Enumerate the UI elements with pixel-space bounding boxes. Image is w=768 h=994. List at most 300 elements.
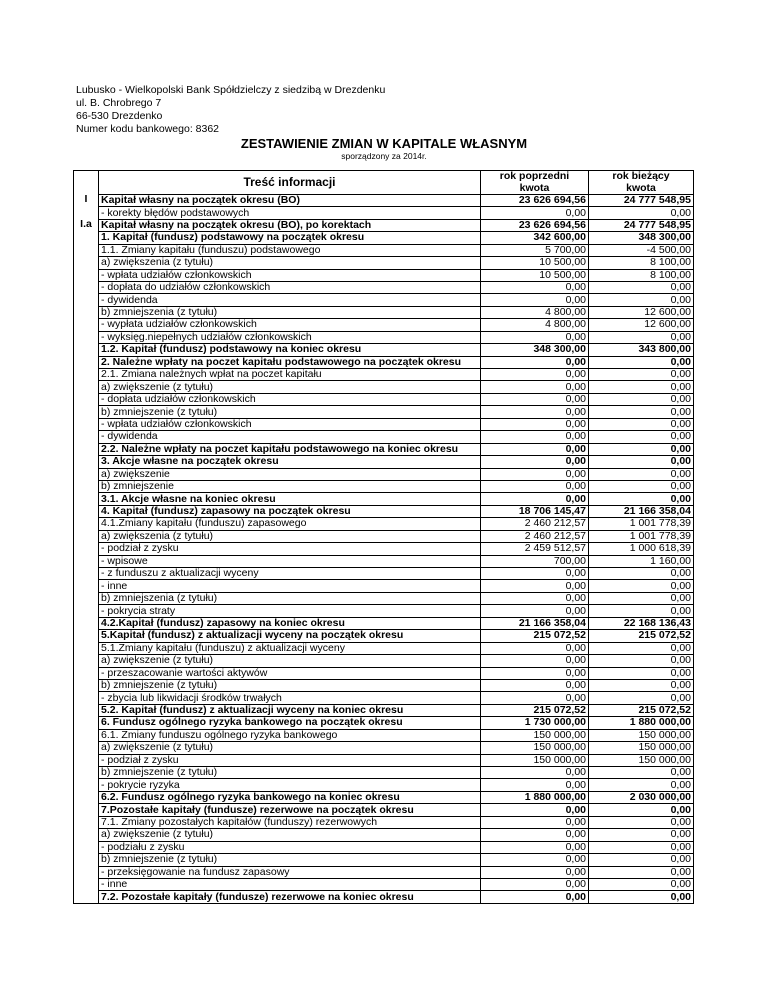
- row-number: [74, 306, 99, 318]
- row-description: - dopłata udziałów członkowskich: [99, 393, 481, 405]
- row-current-year-value: 8 100,00: [589, 257, 694, 269]
- row-previous-year-value: 215 072,52: [481, 630, 589, 642]
- row-number: [74, 779, 99, 791]
- row-current-year-value: 0,00: [589, 331, 694, 343]
- row-previous-year-value: 0,00: [481, 767, 589, 779]
- row-description: 4.1.Zmiany kapitału (funduszu) zapasowego: [99, 518, 481, 530]
- equity-changes-table: [73, 170, 694, 904]
- row-number: [74, 431, 99, 443]
- table-row: [74, 207, 694, 219]
- row-previous-year-value: 23 626 694,56: [481, 219, 589, 231]
- row-current-year-value: 0,00: [589, 878, 694, 890]
- row-description: 6.1. Zmiany funduszu ogólnego ryzyka bankowego: [99, 729, 481, 741]
- table-row: [74, 306, 694, 318]
- row-current-year-value: 348 300,00: [589, 232, 694, 244]
- row-current-year-value: 21 166 358,04: [589, 505, 694, 517]
- row-previous-year-value: 700,00: [481, 555, 589, 567]
- row-number: [74, 269, 99, 281]
- row-previous-year-value: 0,00: [481, 493, 589, 505]
- row-number: I.a: [74, 219, 99, 231]
- row-previous-year-value: 348 300,00: [481, 344, 589, 356]
- table-row: [74, 779, 694, 791]
- row-description: 2.1. Zmiana należnych wpłat na poczet kapitału: [99, 369, 481, 381]
- row-previous-year-value: 342 600,00: [481, 232, 589, 244]
- table-row: [74, 344, 694, 356]
- row-description: - przeksięgowanie na fundusz zapasowy: [99, 866, 481, 878]
- row-number: [74, 717, 99, 729]
- row-current-year-value: 0,00: [589, 568, 694, 580]
- table-row: [74, 866, 694, 878]
- table-row: [74, 232, 694, 244]
- row-description: - wypłata udziałów członkowskich: [99, 319, 481, 331]
- row-description: - wpłata udziałów członkowskich: [99, 418, 481, 430]
- row-previous-year-value: 10 500,00: [481, 269, 589, 281]
- row-number: [74, 281, 99, 293]
- row-current-year-value: 8 100,00: [589, 269, 694, 281]
- row-description: - podziału z zysku: [99, 841, 481, 853]
- table-row: [74, 406, 694, 418]
- row-description: 4. Kapitał (fundusz) zapasowy na początek okresu: [99, 505, 481, 517]
- row-current-year-value: 0,00: [589, 891, 694, 903]
- row-previous-year-value: 0,00: [481, 866, 589, 878]
- row-current-year-value: 150 000,00: [589, 729, 694, 741]
- row-number: [74, 568, 99, 580]
- row-description: 7.2. Pozostałe kapitały (fundusze) rezerwowe na koniec okresu: [99, 891, 481, 903]
- row-number: [74, 891, 99, 903]
- table-row: [74, 294, 694, 306]
- table-row: [74, 518, 694, 530]
- row-description: - przeszacowanie wartości aktywów: [99, 667, 481, 679]
- table-row: [74, 816, 694, 828]
- row-description: 1.2. Kapitał (fundusz) podstawowy na koniec okresu: [99, 344, 481, 356]
- table-row: [74, 580, 694, 592]
- row-previous-year-value: 0,00: [481, 480, 589, 492]
- row-number: [74, 456, 99, 468]
- row-previous-year-value: 0,00: [481, 568, 589, 580]
- row-previous-year-value: 150 000,00: [481, 742, 589, 754]
- row-number: [74, 418, 99, 430]
- table-row: [74, 369, 694, 381]
- description-column-header: Treść informacji: [99, 171, 481, 195]
- row-previous-year-value: 0,00: [481, 692, 589, 704]
- row-number: [74, 468, 99, 480]
- row-number: [74, 791, 99, 803]
- row-description: Kapitał własny na początek okresu (BO): [99, 194, 481, 206]
- row-current-year-value: 0,00: [589, 767, 694, 779]
- row-current-year-value: 12 600,00: [589, 306, 694, 318]
- row-description: - pokrycia straty: [99, 605, 481, 617]
- row-current-year-value: 1 160,00: [589, 555, 694, 567]
- row-previous-year-value: 0,00: [481, 804, 589, 816]
- table-body: [74, 194, 694, 903]
- row-number: [74, 854, 99, 866]
- row-number: [74, 829, 99, 841]
- table-row: [74, 568, 694, 580]
- row-description: - zbycia lub likwidacji środków trwałych: [99, 692, 481, 704]
- table-row: [74, 642, 694, 654]
- row-previous-year-value: 0,00: [481, 406, 589, 418]
- row-current-year-value: 0,00: [589, 443, 694, 455]
- row-description: a) zwiększenie: [99, 468, 481, 480]
- document-title: ZESTAWIENIE ZMIAN W KAPITALE WŁASNYM: [240, 136, 528, 151]
- table-row: [74, 194, 694, 206]
- table-row: [74, 704, 694, 716]
- row-previous-year-value: 10 500,00: [481, 257, 589, 269]
- row-current-year-value: 1 001 778,39: [589, 518, 694, 530]
- row-current-year-value: 0,00: [589, 369, 694, 381]
- table-row: [74, 679, 694, 691]
- row-previous-year-value: 0,00: [481, 667, 589, 679]
- bank-street: ul. B. Chrobrego 7: [76, 97, 162, 109]
- row-description: 2.2. Należne wpłaty na poczet kapitału podstawowego na koniec okresu: [99, 443, 481, 455]
- row-description: - wpłata udziałów członkowskich: [99, 269, 481, 281]
- row-current-year-value: 0,00: [589, 841, 694, 853]
- row-description: a) zwiększenia (z tytułu): [99, 257, 481, 269]
- row-description: - wpisowe: [99, 555, 481, 567]
- row-number: [74, 642, 99, 654]
- table-row: [74, 878, 694, 890]
- table-row: [74, 791, 694, 803]
- row-current-year-value: 0,00: [589, 642, 694, 654]
- row-description: 3.1. Akcje własne na koniec okresu: [99, 493, 481, 505]
- row-number: [74, 518, 99, 530]
- row-number: [74, 232, 99, 244]
- row-description: b) zmniejszenia (z tytułu): [99, 592, 481, 604]
- table-row: [74, 854, 694, 866]
- row-current-year-value: 0,00: [589, 655, 694, 667]
- table-row: [74, 331, 694, 343]
- table-row: [74, 456, 694, 468]
- row-number: [74, 679, 99, 691]
- row-previous-year-value: 4 800,00: [481, 306, 589, 318]
- row-current-year-value: -4 500,00: [589, 244, 694, 256]
- row-current-year-value: 22 168 136,43: [589, 617, 694, 629]
- row-current-year-value: 1 880 000,00: [589, 717, 694, 729]
- row-number: [74, 294, 99, 306]
- row-description: - dywidenda: [99, 431, 481, 443]
- row-description: - dywidenda: [99, 294, 481, 306]
- row-previous-year-value: 0,00: [481, 294, 589, 306]
- previous-year-amount-header: kwota: [481, 182, 589, 194]
- row-previous-year-value: 0,00: [481, 779, 589, 791]
- row-description: 4.2.Kapitał (fundusz) zapasowy na koniec okresu: [99, 617, 481, 629]
- row-number: [74, 605, 99, 617]
- row-current-year-value: 150 000,00: [589, 754, 694, 766]
- row-number: [74, 543, 99, 555]
- row-description: b) zmniejszenie (z tytułu): [99, 679, 481, 691]
- row-previous-year-value: 5 700,00: [481, 244, 589, 256]
- row-description: a) zwiększenie (z tytułu): [99, 381, 481, 393]
- row-current-year-value: 0,00: [589, 829, 694, 841]
- row-number: [74, 381, 99, 393]
- row-previous-year-value: 2 460 212,57: [481, 518, 589, 530]
- row-previous-year-value: 0,00: [481, 816, 589, 828]
- row-number: [74, 655, 99, 667]
- row-description: a) zwiększenie (z tytułu): [99, 742, 481, 754]
- row-previous-year-value: 1 880 000,00: [481, 791, 589, 803]
- row-description: 1.1. Zmiany kapitału (funduszu) podstawowego: [99, 244, 481, 256]
- row-previous-year-value: 0,00: [481, 468, 589, 480]
- row-previous-year-value: 0,00: [481, 331, 589, 343]
- row-current-year-value: 0,00: [589, 393, 694, 405]
- row-number: [74, 667, 99, 679]
- row-description: 3. Akcje własne na początek okresu: [99, 456, 481, 468]
- row-previous-year-value: 2 459 512,57: [481, 543, 589, 555]
- row-previous-year-value: 0,00: [481, 356, 589, 368]
- table-row: [74, 381, 694, 393]
- row-current-year-value: 0,00: [589, 679, 694, 691]
- row-description: a) zwiększenie (z tytułu): [99, 655, 481, 667]
- row-number: [74, 617, 99, 629]
- row-description: - z funduszu z aktualizacji wyceny: [99, 568, 481, 580]
- table-row: [74, 655, 694, 667]
- table-row: [74, 605, 694, 617]
- row-previous-year-value: 0,00: [481, 841, 589, 853]
- row-number: [74, 878, 99, 890]
- row-previous-year-value: 0,00: [481, 431, 589, 443]
- row-description: - inne: [99, 580, 481, 592]
- row-current-year-value: 0,00: [589, 592, 694, 604]
- row-number: [74, 493, 99, 505]
- row-previous-year-value: 1 730 000,00: [481, 717, 589, 729]
- table-row: [74, 630, 694, 642]
- row-description: 5.Kapitał (fundusz) z aktualizacji wyceny na początek okresu: [99, 630, 481, 642]
- row-description: b) zmniejszenie (z tytułu): [99, 406, 481, 418]
- row-number: [74, 767, 99, 779]
- row-description: - podział z zysku: [99, 543, 481, 555]
- row-description: b) zmniejszenie (z tytułu): [99, 767, 481, 779]
- table-row: [74, 530, 694, 542]
- table-row: [74, 543, 694, 555]
- table-row: [74, 729, 694, 741]
- row-number: [74, 816, 99, 828]
- table-row: [74, 767, 694, 779]
- row-previous-year-value: 150 000,00: [481, 729, 589, 741]
- row-previous-year-value: 0,00: [481, 393, 589, 405]
- row-current-year-value: 0,00: [589, 356, 694, 368]
- row-description: 2. Należne wpłaty na poczet kapitału podstawowego na początek okresu: [99, 356, 481, 368]
- row-previous-year-value: 23 626 694,56: [481, 194, 589, 206]
- bank-city: 66-530 Drezdenko: [76, 110, 163, 122]
- row-description: a) zwiększenia (z tytułu): [99, 530, 481, 542]
- row-description: - podział z zysku: [99, 754, 481, 766]
- row-number: [74, 356, 99, 368]
- table-row: [74, 219, 694, 231]
- table-row: [74, 754, 694, 766]
- row-description: b) zmniejszenie: [99, 480, 481, 492]
- table-row: [74, 393, 694, 405]
- document-subtitle: sporządzony za 2014r.: [341, 151, 427, 161]
- row-previous-year-value: 0,00: [481, 418, 589, 430]
- row-number: [74, 754, 99, 766]
- table-row: [74, 480, 694, 492]
- row-previous-year-value: 4 800,00: [481, 319, 589, 331]
- row-description: 6.2. Fundusz ogólnego ryzyka bankowego na koniec okresu: [99, 791, 481, 803]
- row-previous-year-value: 0,00: [481, 891, 589, 903]
- row-number: [74, 555, 99, 567]
- row-number: [74, 704, 99, 716]
- row-current-year-value: 1 000 618,39: [589, 543, 694, 555]
- table-row: [74, 829, 694, 841]
- row-current-year-value: 343 800,00: [589, 344, 694, 356]
- row-description: Kapitał własny na początek okresu (BO), po korektach: [99, 219, 481, 231]
- bank-name: Lubusko - Wielkopolski Bank Spółdzielczy z siedzibą w Drezdenku: [76, 84, 386, 96]
- table-row: [74, 244, 694, 256]
- row-description: 6. Fundusz ogólnego ryzyka bankowego na początek okresu: [99, 717, 481, 729]
- row-current-year-value: 0,00: [589, 294, 694, 306]
- table-row: [74, 804, 694, 816]
- table-row: [74, 431, 694, 443]
- table-row: [74, 257, 694, 269]
- row-number: [74, 244, 99, 256]
- table-row: [74, 692, 694, 704]
- row-current-year-value: 24 777 548,95: [589, 219, 694, 231]
- row-number: [74, 331, 99, 343]
- row-current-year-value: 0,00: [589, 406, 694, 418]
- row-current-year-value: 150 000,00: [589, 742, 694, 754]
- table-row: [74, 891, 694, 903]
- row-description: - dopłata do udziałów członkowskich: [99, 281, 481, 293]
- row-current-year-value: 0,00: [589, 804, 694, 816]
- row-number: [74, 580, 99, 592]
- row-current-year-value: 0,00: [589, 866, 694, 878]
- row-description: 5.2. Kapitał (fundusz) z aktualizacji wyceny na koniec okresu: [99, 704, 481, 716]
- row-current-year-value: 0,00: [589, 207, 694, 219]
- row-current-year-value: 0,00: [589, 381, 694, 393]
- row-number: I: [74, 194, 99, 206]
- table-row: [74, 717, 694, 729]
- row-current-year-value: 0,00: [589, 605, 694, 617]
- row-current-year-value: 0,00: [589, 779, 694, 791]
- row-current-year-value: 0,00: [589, 468, 694, 480]
- bank-header: [76, 84, 385, 136]
- table-row: [74, 505, 694, 517]
- row-description: b) zmniejszenia (z tytułu): [99, 306, 481, 318]
- bank-code: Numer kodu bankowego: 8362: [76, 123, 220, 135]
- previous-year-header: rok poprzedni: [481, 171, 589, 183]
- row-number: [74, 406, 99, 418]
- current-year-header: rok bieżący: [589, 171, 694, 183]
- row-number: [74, 804, 99, 816]
- table-row: [74, 281, 694, 293]
- row-previous-year-value: 150 000,00: [481, 754, 589, 766]
- row-current-year-value: 0,00: [589, 281, 694, 293]
- row-current-year-value: 0,00: [589, 816, 694, 828]
- row-current-year-value: 215 072,52: [589, 630, 694, 642]
- row-current-year-value: 215 072,52: [589, 704, 694, 716]
- table-row: [74, 667, 694, 679]
- row-description: - wyksięg.niepełnych udziałów członkowskich: [99, 331, 481, 343]
- row-current-year-value: 12 600,00: [589, 319, 694, 331]
- number-column-header: [74, 171, 99, 195]
- table-row: [74, 468, 694, 480]
- row-current-year-value: 0,00: [589, 431, 694, 443]
- row-current-year-value: 0,00: [589, 418, 694, 430]
- row-current-year-value: 0,00: [589, 580, 694, 592]
- row-previous-year-value: 0,00: [481, 207, 589, 219]
- row-number: [74, 369, 99, 381]
- row-number: [74, 592, 99, 604]
- row-number: [74, 344, 99, 356]
- row-previous-year-value: 21 166 358,04: [481, 617, 589, 629]
- row-description: a) zwiększenie (z tytułu): [99, 829, 481, 841]
- row-current-year-value: 0,00: [589, 493, 694, 505]
- row-previous-year-value: 0,00: [481, 605, 589, 617]
- row-previous-year-value: 0,00: [481, 281, 589, 293]
- row-number: [74, 319, 99, 331]
- table-row: [74, 555, 694, 567]
- row-previous-year-value: 0,00: [481, 854, 589, 866]
- row-description: b) zmniejszenie (z tytułu): [99, 854, 481, 866]
- row-current-year-value: 0,00: [589, 692, 694, 704]
- table-row: [74, 356, 694, 368]
- table-row: [74, 443, 694, 455]
- row-current-year-value: 0,00: [589, 480, 694, 492]
- row-previous-year-value: 0,00: [481, 381, 589, 393]
- row-description: 1. Kapitał (fundusz) podstawowy na początek okresu: [99, 232, 481, 244]
- row-previous-year-value: 0,00: [481, 443, 589, 455]
- row-description: 7.1. Zmiany pozostałych kapitałów (funduszy) rezerwowych: [99, 816, 481, 828]
- row-description: - pokrycie ryzyka: [99, 779, 481, 791]
- row-number: [74, 729, 99, 741]
- row-description: 7.Pozostałe kapitały (fundusze) rezerwowe na początek okresu: [99, 804, 481, 816]
- current-year-amount-header: kwota: [589, 182, 694, 194]
- row-current-year-value: 0,00: [589, 456, 694, 468]
- row-previous-year-value: 0,00: [481, 592, 589, 604]
- row-previous-year-value: 0,00: [481, 878, 589, 890]
- row-number: [74, 207, 99, 219]
- row-previous-year-value: 18 706 145,47: [481, 505, 589, 517]
- row-number: [74, 443, 99, 455]
- row-number: [74, 480, 99, 492]
- row-description: 5.1.Zmiany kapitału (funduszu) z aktualizacji wyceny: [99, 642, 481, 654]
- row-previous-year-value: 215 072,52: [481, 704, 589, 716]
- table-row: [74, 841, 694, 853]
- row-current-year-value: 1 001 778,39: [589, 530, 694, 542]
- row-number: [74, 692, 99, 704]
- row-number: [74, 257, 99, 269]
- row-number: [74, 393, 99, 405]
- table-row: [74, 493, 694, 505]
- row-number: [74, 630, 99, 642]
- row-current-year-value: 2 030 000,00: [589, 791, 694, 803]
- table-row: [74, 742, 694, 754]
- table-row: [74, 617, 694, 629]
- row-previous-year-value: 0,00: [481, 369, 589, 381]
- row-description: - inne: [99, 878, 481, 890]
- row-number: [74, 742, 99, 754]
- row-previous-year-value: 0,00: [481, 580, 589, 592]
- table-row: [74, 592, 694, 604]
- table-row: [74, 269, 694, 281]
- row-number: [74, 530, 99, 542]
- row-number: [74, 866, 99, 878]
- row-current-year-value: 0,00: [589, 854, 694, 866]
- row-previous-year-value: 0,00: [481, 829, 589, 841]
- row-previous-year-value: 0,00: [481, 679, 589, 691]
- row-previous-year-value: 2 460 212,57: [481, 530, 589, 542]
- row-current-year-value: 24 777 548,95: [589, 194, 694, 206]
- row-number: [74, 505, 99, 517]
- row-number: [74, 841, 99, 853]
- row-description: - korekty błędów podstawowych: [99, 207, 481, 219]
- row-previous-year-value: 0,00: [481, 642, 589, 654]
- row-previous-year-value: 0,00: [481, 456, 589, 468]
- table-row: [74, 418, 694, 430]
- row-current-year-value: 0,00: [589, 667, 694, 679]
- row-previous-year-value: 0,00: [481, 655, 589, 667]
- table-row: [74, 319, 694, 331]
